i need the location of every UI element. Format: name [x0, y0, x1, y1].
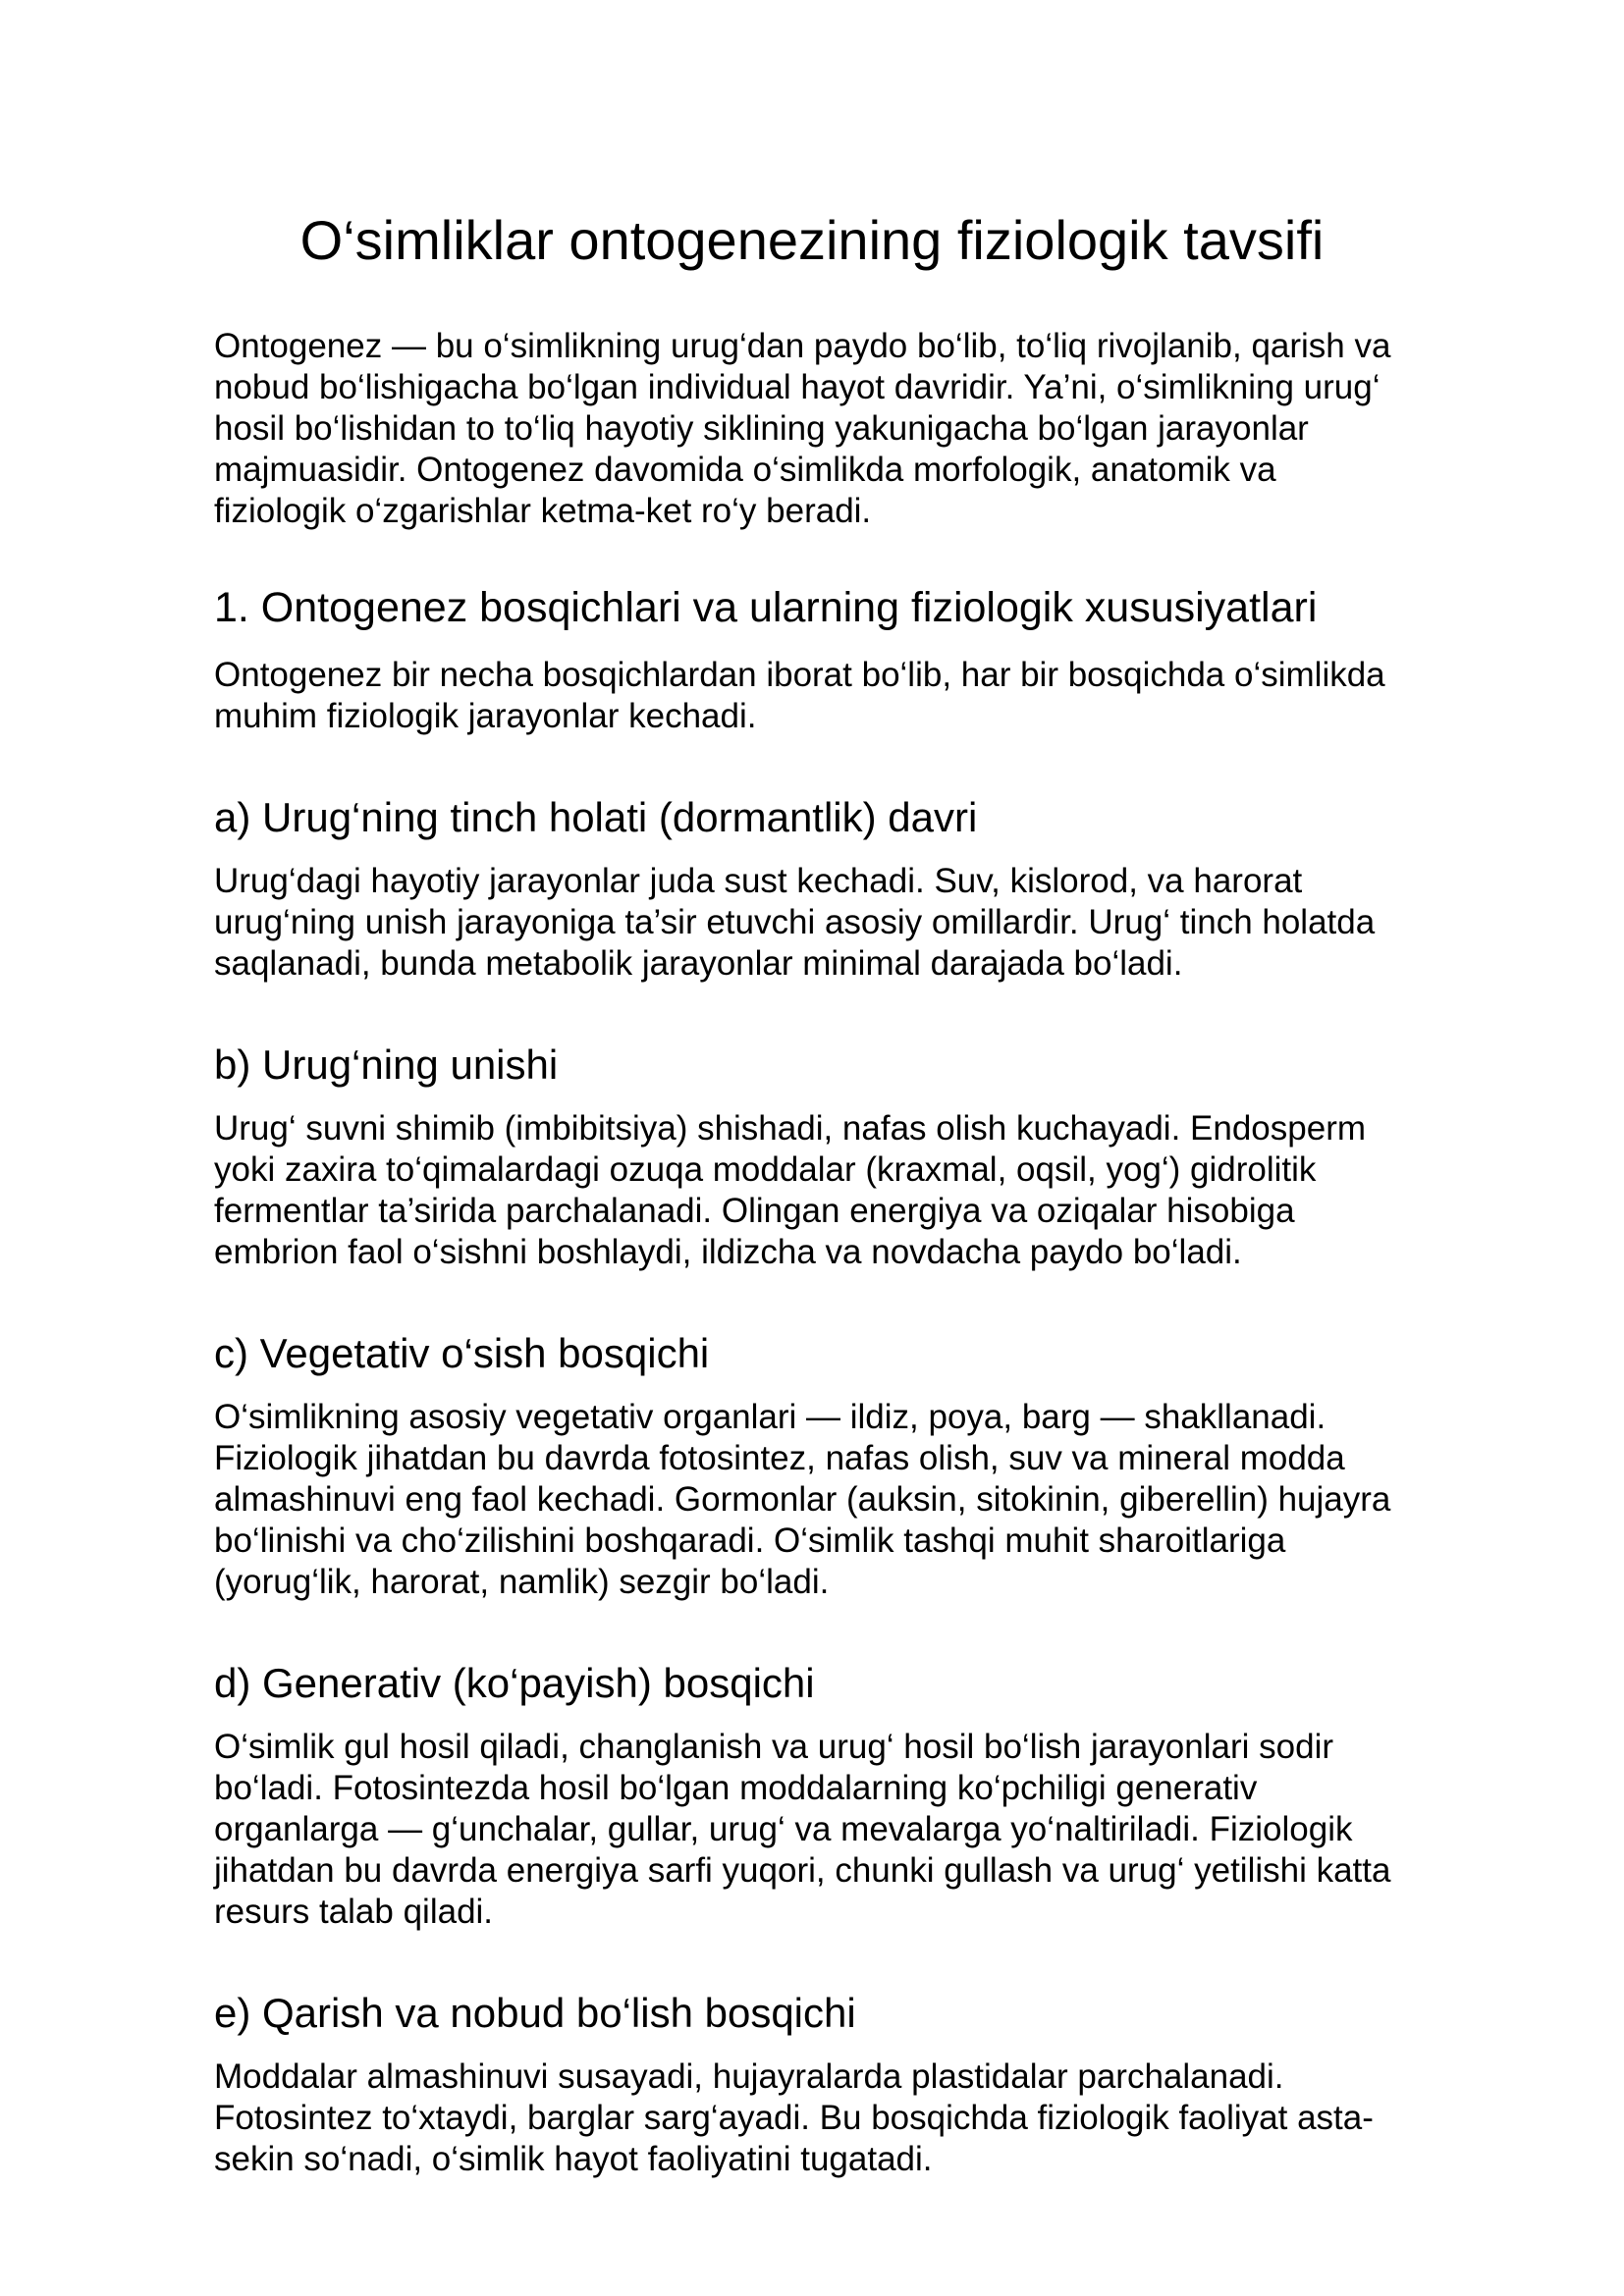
subsection-e-heading: e) Qarish va nobud bo‘lish bosqichi: [214, 1990, 856, 2036]
subsection-c-paragraph: O‘simlikning asosiy vegetativ organlari — ildiz, poya, barg — shakllanadi. Fiziologik jihatdan bu davrda fotosintez, nafas olish, suv va mineral modda almashinuvi eng faol kechadi. Gormonlar (auksin, sitokinin, giberellin) hujayra bo‘linishi va cho‘zilishini boshqaradi. O‘simlik tashqi muhit sharoitlariga (yorug‘lik, harorat, namlik) sezgir bo‘ladi.: [214, 1398, 1391, 1601]
subsection-d-heading: d) Generativ (ko‘payish) bosqichi: [214, 1660, 815, 1706]
section-1-heading: 1. Ontogenez bosqichlari va ularning fiziologik xususiyatlari: [214, 584, 1318, 631]
document-title: O‘simliklar ontogenezining fiziologik tavsifi: [299, 209, 1325, 271]
subsection-b-paragraph: Urug‘ suvni shimib (imbibitsiya) shishadi, nafas olish kuchayadi. Endosperm yoki zaxira to‘qimalardagi ozuqa moddalar (kraxmal, oqsil, yog‘) gidrolitik fermentlar ta’sirida parchalanadi. Olingan energiya va oziqalar hisobiga embrion faol o‘sishni boshlaydi, ildizcha va novdacha paydo bo‘ladi.: [214, 1109, 1367, 1271]
subsection-a-heading: a) Urug‘ning tinch holati (dormantlik) davri: [214, 794, 978, 840]
section-1-paragraph: Ontogenez bir necha bosqichlardan iborat bo‘lib, har bir bosqichda o‘simlikda muhim fiziologik jarayonlar kechadi.: [214, 656, 1385, 735]
subsection-c-heading: c) Vegetativ o‘sish bosqichi: [214, 1330, 710, 1376]
intro-paragraph: Ontogenez — bu o‘simlikning urug‘dan paydo bo‘lib, to‘liq rivojlanib, qarish va nobud bo‘lishigacha bo‘lgan individual hayot davridir. Ya’ni, o‘simlikning urug‘ hosil bo‘lishidan to to‘liq hayotiy siklining yakunigacha bo‘lgan jarayonlar majmuasidir. Ontogenez davomida o‘simlikda morfologik, anatomik va fiziologik o‘zgarishlar ketma-ket ro‘y beradi.: [214, 327, 1391, 530]
subsection-b-heading: b) Urug‘ning unishi: [214, 1041, 559, 1088]
subsection-a-paragraph: Urug‘dagi hayotiy jarayonlar juda sust kechadi. Suv, kislorod, va harorat urug‘ning unish jarayoniga ta’sir etuvchi asosiy omillardir. Urug‘ tinch holatda saqlanadi, bunda metabolik jarayonlar minimal darajada bo‘ladi.: [214, 862, 1376, 983]
subsection-d-paragraph: O‘simlik gul hosil qiladi, changlanish va urug‘ hosil bo‘lish jarayonlari sodir bo‘ladi. Fotosintezda hosil bo‘lgan moddalarning ko‘pchiligi generativ organlarga — g‘unchalar, gullar, urug‘ va mevalarga yo‘naltiriladi. Fiziologik jihatdan bu davrda energiya sarfi yuqori, chunki gullash va urug‘ yetilishi katta resurs talab qiladi.: [214, 1728, 1391, 1931]
subsection-e-paragraph: Moddalar almashinuvi susayadi, hujayralarda plastidalar parchalanadi. Fotosintez to‘xtaydi, barglar sarg‘ayadi. Bu bosqichda fiziologik faoliyat asta-sekin so‘nadi, o‘simlik hayot faoliyatini tugatadi.: [214, 2057, 1374, 2178]
